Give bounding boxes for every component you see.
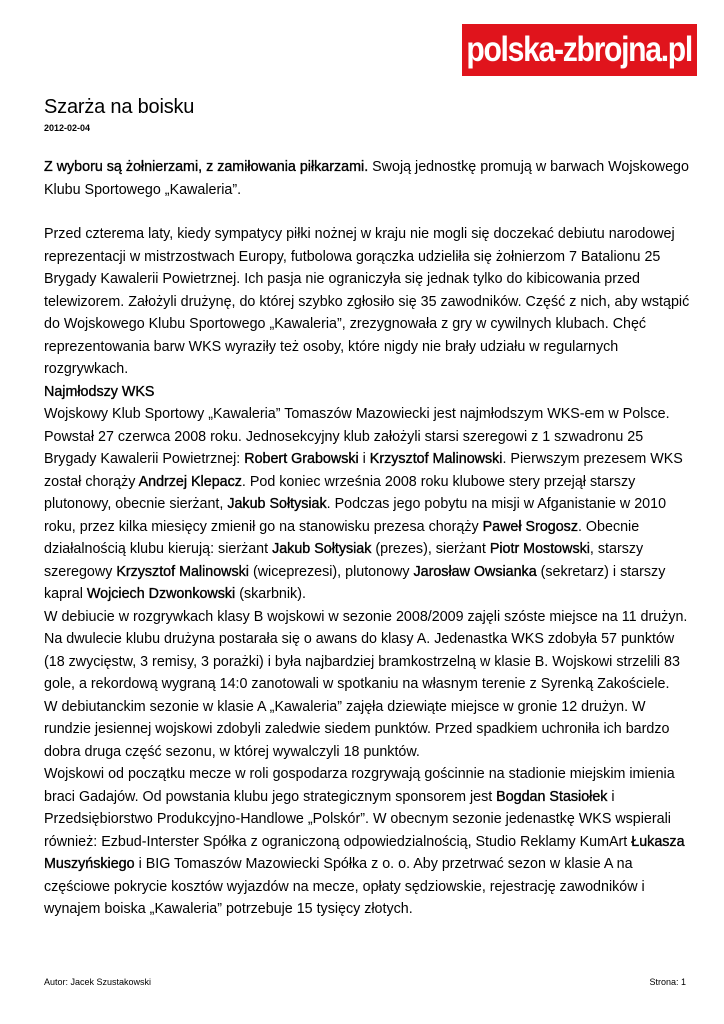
article-date: 2012-02-04: [44, 123, 91, 133]
footer-page-number: Strona: 1: [649, 977, 686, 987]
paragraph-3: W debiucie w rozgrywkach klasy B wojskowi w sezonie 2008/2009 zajęli szóste miejsce na 11 drużyn. Na dwulecie klubu drużyna postarała się o awans do klasy A. Jedenastka WKS zdobyła 57 punktów (18 zwycięstw, 3 remisy, 3 porażki) i była najbardziej bramkostrzelną w klasie B. Wojskowi strzelili 83 gole, a rekordową wygraną 14:0 zanotowali w spotkaniu na własnym terenie z Syrenką Zakościele.: [44, 608, 688, 692]
person-name: Krzysztof Malinowski: [116, 563, 249, 580]
person-name: Jakub Sołtysiak: [272, 541, 372, 557]
person-name: Krzysztof Malinowski: [369, 451, 503, 467]
person-name: Piotr Mostowski: [489, 541, 590, 557]
person-name: Robert Grabowski: [244, 451, 359, 467]
site-logo: [462, 24, 697, 76]
paragraph-2: Wojskowy Klub Sportowy „Kawaleria” Tomaszów Mazowiecki jest najmłodszym WKS-em w Polsce. Powstał 27 czerwca 2008 roku. Jednosekcyjny klub założyli starsi szeregowi z 1 szwadronu 25 Brygady Kawalerii Powietrznej: Robert Grabowski i Krzysztof Malinowski. Pierwszym prezesem WKS został chorąży Andrzej Klepacz. Pod koniec września 2008 roku klubowe stery przejął starszy plutonowy, obecnie sierżant, Jakub Sołtysiak. Podczas jego pobytu na misji w Afganistanie w 2010 roku, przez kilka miesięcy zmienił go na stanowisku prezesa chorąży Paweł Srogosz. Obecnie działalnością klubu kierują: sierżant Jakub Sołtysiak (prezes), sierżant Piotr Mostowski, starszy szeregowy Krzysztof Malinowski (wiceprezesi), plutonowy Jarosław Owsianka (sekretarz) i starszy kapral Wojciech Dzwonkowski (skarbnik).: [44, 406, 683, 602]
paragraph-4: W debiutanckim sezonie w klasie A „Kawaleria” zajęła dziewiąte miejsce w gronie 12 drużyn. W rundzie jesiennej wojskowi zdobyli zaledwie siedem punktów. Przed spadkiem uchroniła ich bardzo dobra druga część sezonu, w której wywalczyli 18 punktów.: [44, 698, 670, 760]
lead-text: Swoją jednostkę promują w barwach Wojskowego Klubu Sportowego „Kawaleria”.: [44, 159, 689, 198]
subheading: Najmłodszy WKS: [44, 383, 155, 400]
article-title: Szarża na boisku: [44, 96, 195, 118]
person-name: Wojciech Dzwonkowski: [86, 586, 236, 602]
paragraph-1: Przed czterema laty, kiedy sympatycy piłki nożnej w kraju nie mogli się doczekać debiutu narodowej reprezentacji w mistrzostwach Europy, futbolowa gorączka udzieliła się żołnierzom 7 Batalionu 25 Brygady Kawalerii Powietrznej. Ich pasja nie ograniczyła się jednak tylko do kibicowania przed telewizorem. Założyli drużynę, do której szybko zgłosiło się 35 zawodników. Część z nich, aby wstąpić do Wojskowego Klubu Sportowego „Kawaleria”, zrezygnowała z gry w cywilnych klubach. Chęć reprezentowania barw WKS wyraziły też osoby, które nigdy nie brały udziału w regularnych rozgrywkach.: [44, 226, 690, 377]
person-name: Paweł Srogosz: [482, 518, 578, 535]
footer-author: Autor: Jacek Szustakowski: [44, 977, 152, 987]
person-name: Andrzej Klepacz: [138, 473, 242, 490]
person-name: Łukasza Muszyńskiego: [44, 833, 685, 872]
lead-bold: Z wyboru są żołnierzami, z zamiłowania piłkarzami.: [44, 159, 369, 175]
person-name: Jarosław Owsianka: [413, 563, 537, 580]
lead-paragraph: [44, 156, 690, 201]
person-name: Jakub Sołtysiak: [227, 496, 327, 512]
site-logo-text: polska-zbrojna.pl: [466, 30, 693, 69]
person-name: Bogdan Stasiołek: [496, 788, 608, 805]
article-body: [44, 156, 690, 921]
paragraph-5: Wojskowi od początku mecze w roli gospodarza rozgrywają gościnnie na stadionie miejskim imienia braci Gadajów. Od powstania klubu jego strategicznym sponsorem jest Bogdan Stasiołek i Przedsiębiorstwo Produkcyjno-Handlowe „Polskór”. W obecnym sezonie jedenastkę WKS wspierali również: Ezbud-Interster Spółka z ograniczoną odpowiedzialnością, Studio Reklamy KumArt Łukasza Muszyńskiego i BIG Tomaszów Mazowiecki Spółka z o. o. Aby przetrwać sezon w klasie A na częściowe pokrycie kosztów wyjazdów na mecze, opłaty sędziowskie, rejestrację zawodników i wynajem boiska „Kawaleria” potrzebuje 15 tysięcy złotych.: [44, 766, 685, 917]
